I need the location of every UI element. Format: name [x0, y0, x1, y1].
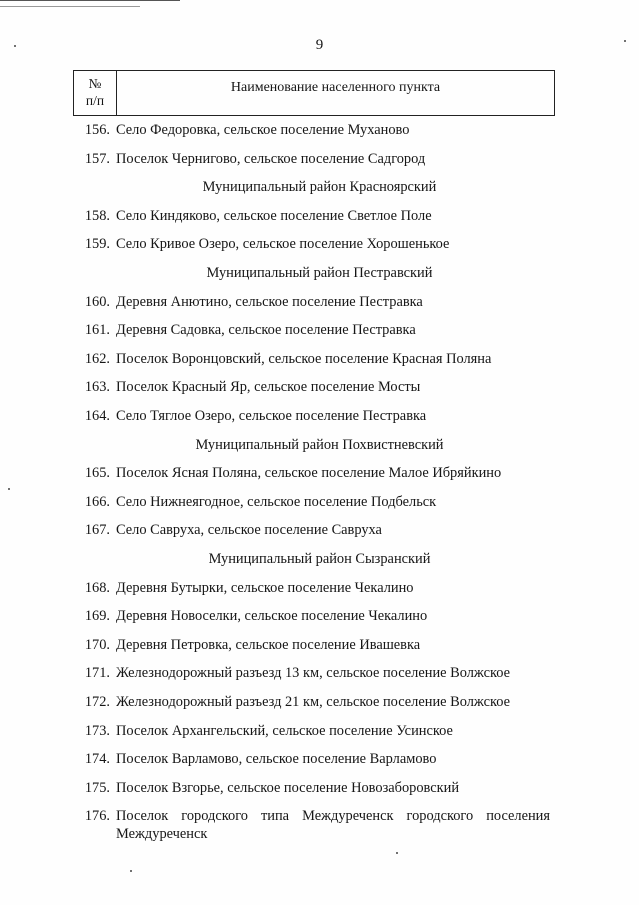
item-number: 165.: [84, 465, 110, 482]
scan-speck: [396, 852, 398, 854]
settlement-name: Поселок Варламово, сельское поселение Варламово: [116, 751, 437, 768]
settlement-name: Поселок Ясная Поляна, сельское поселение Малое Ибряйкино: [116, 465, 502, 482]
item-number: 173.: [84, 722, 110, 739]
settlement-name: Деревня Петровка, сельское поселение Ивашевка: [116, 636, 421, 653]
list-item: [0, 292, 639, 312]
settlement-name: Поселок Архангельский, сельское поселение Усинское: [116, 722, 453, 739]
header-title-column: Наименование населенного пункта: [230, 80, 441, 95]
header-number-sign: №: [88, 76, 102, 91]
list-item: [0, 206, 639, 226]
settlement-name: Железнодорожный разъезд 21 км, сельское поселение Волжское: [116, 694, 511, 710]
header-number-column: [74, 71, 117, 115]
item-number: 171.: [84, 665, 110, 682]
table-header: [73, 70, 555, 116]
list-item: [0, 721, 639, 741]
settlement-name: Село Тяглое Озеро, сельское поселение Пестравка: [116, 408, 427, 424]
list-item: [0, 749, 639, 769]
settlement-name: Село Киндяково, сельское поселение Светлое Поле: [116, 207, 432, 224]
scan-speck: [130, 870, 132, 872]
list-item: [0, 492, 639, 512]
list-item: [0, 349, 639, 369]
item-number: 159.: [84, 236, 110, 253]
item-number: 164.: [84, 408, 110, 424]
list-item: [0, 377, 639, 397]
list-item: [0, 520, 639, 540]
item-number: 166.: [84, 493, 110, 510]
list-item: [0, 778, 639, 798]
settlement-name: Поселок Взгорье, сельское поселение Новозаборовский: [116, 779, 460, 796]
item-number: 161.: [84, 322, 110, 339]
settlement-name: Деревня Бутырки, сельское поселение Чекалино: [116, 579, 414, 596]
settlement-name: Село Нижнеягодное, сельское поселение Подбельск: [116, 493, 437, 510]
item-number: 158.: [84, 207, 110, 224]
item-number: 169.: [84, 608, 110, 625]
settlement-name: Железнодорожный разъезд 13 км, сельское поселение Волжское: [116, 665, 511, 682]
item-number: 157.: [84, 150, 110, 167]
settlement-name: Деревня Новоселки, сельское поселение Чекалино: [116, 608, 428, 625]
item-number: 163.: [84, 379, 110, 396]
settlement-name: Поселок городского типа Междуреченск городского поселения Междуреченск: [116, 808, 550, 843]
settlement-name: Деревня Садовка, сельское поселение Пестравка: [116, 322, 416, 339]
item-number: 174.: [84, 751, 110, 768]
settlement-name: Деревня Анютино, сельское поселение Пестравка: [116, 293, 423, 310]
item-number: 175.: [84, 779, 110, 796]
list-item: [0, 463, 639, 483]
list-item: [0, 578, 639, 598]
settlement-name: Село Федоровка, сельское поселение Муханово: [116, 122, 410, 138]
list-item: [0, 234, 639, 254]
item-number: 160.: [84, 293, 110, 310]
district-heading: Муниципальный район Сызранский: [208, 551, 431, 567]
item-number: 168.: [84, 579, 110, 596]
list-item: [0, 149, 639, 169]
page-number: 9: [315, 37, 324, 53]
settlement-name: Поселок Воронцовский, сельское поселение Красная Поляна: [116, 350, 492, 367]
list-item: [0, 806, 639, 843]
settlement-name: Село Кривое Озеро, сельское поселение Хорошенькое: [116, 236, 450, 253]
header-number-abbrev: п/п: [85, 93, 105, 108]
item-number: 170.: [84, 636, 110, 653]
item-number: 172.: [84, 694, 110, 710]
list-item: [0, 606, 639, 626]
scan-speck: [8, 488, 10, 490]
list-item: [0, 406, 639, 426]
district-heading: Муниципальный район Похвистневский: [195, 436, 444, 453]
settlement-name: Поселок Чернигово, сельское поселение Садгород: [116, 150, 426, 167]
item-number: 162.: [84, 350, 110, 367]
list-item: [0, 120, 639, 140]
list-item: [0, 692, 639, 712]
scan-top-line-2: [0, 6, 140, 7]
settlement-name: Село Савруха, сельское поселение Савруха: [116, 522, 382, 539]
district-heading: Муниципальный район Красноярский: [202, 179, 437, 196]
list-item: [0, 635, 639, 655]
list-item: [0, 320, 639, 340]
item-number: 167.: [84, 522, 110, 539]
item-number: 176.: [84, 808, 110, 825]
list-item: [0, 663, 639, 683]
settlement-name: Поселок Красный Яр, сельское поселение Мосты: [116, 379, 421, 396]
district-heading: Муниципальный район Пестравский: [206, 265, 433, 281]
scan-top-line: [0, 0, 180, 1]
item-number: 156.: [84, 122, 110, 138]
